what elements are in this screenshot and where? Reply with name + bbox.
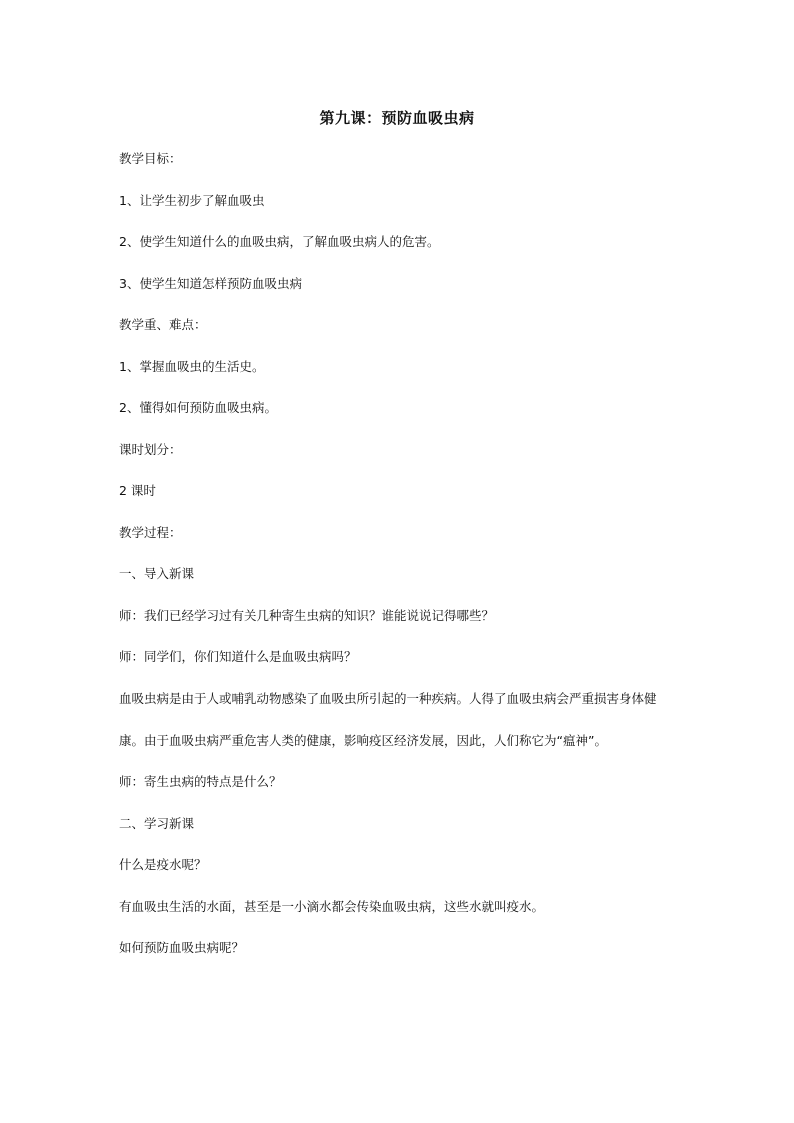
paragraph-teaching-goals-heading: 教学目标： (119, 151, 182, 166)
paragraph-goal-1: 1、让学生初步了解血吸虫 (119, 192, 265, 208)
paragraph-teacher-question-1: 师：我们已经学习过有关几种寄生虫病的知识？谁能说说记得哪些？ (119, 607, 495, 623)
paragraph-infected-water-explanation: 有血吸虫生活的水面，甚至是一小滴水都会传染血吸虫病，这些水就叫疫水。 (119, 898, 545, 914)
paragraph-teacher-question-3: 师：寄生虫病的特点是什么？ (119, 774, 282, 789)
paragraph-section-new-lesson: 二、学习新课 (119, 815, 195, 831)
paragraph-goal-2: 2、使学生知道什么的血吸虫病，了解血吸虫病人的危害。 (119, 234, 440, 249)
paragraph-teaching-process-heading: 教学过程： (119, 524, 182, 540)
paragraph-disease-explanation: 血吸虫病是由于人或哺乳动物感染了血吸虫所引起的一种疾病。人得了血吸虫病会严重损害身体健康。由于血吸虫病严重危害人类的健康，影响疫区经济发展，因此，人们称它为“瘟神”。 (119, 691, 657, 748)
paragraph-section-intro: 一、导入新课 (119, 566, 195, 581)
paragraph-key-points-heading: 教学重、难点： (119, 317, 207, 332)
paragraph-lesson-count: 2 课时 (119, 483, 156, 498)
paragraph-goal-3: 3、使学生知道怎样预防血吸虫病 (119, 275, 302, 291)
paragraph-lesson-division-heading: 课时划分： (119, 441, 182, 457)
paragraph-teacher-question-2: 师：同学们，你们知道什么是血吸虫病吗？ (119, 649, 357, 664)
document-body (119, 147, 679, 978)
page-title: 第九课：预防血吸虫病 (319, 109, 475, 127)
paragraph-key-point-1: 1、掌握血吸虫的生活史。 (119, 358, 265, 374)
paragraph-question-prevention: 如何预防血吸虫病呢？ (119, 940, 245, 955)
paragraph-key-point-2: 2、懂得如何预防血吸虫病。 (119, 400, 277, 415)
paragraph-question-infected-water: 什么是疫水呢？ (119, 857, 207, 872)
